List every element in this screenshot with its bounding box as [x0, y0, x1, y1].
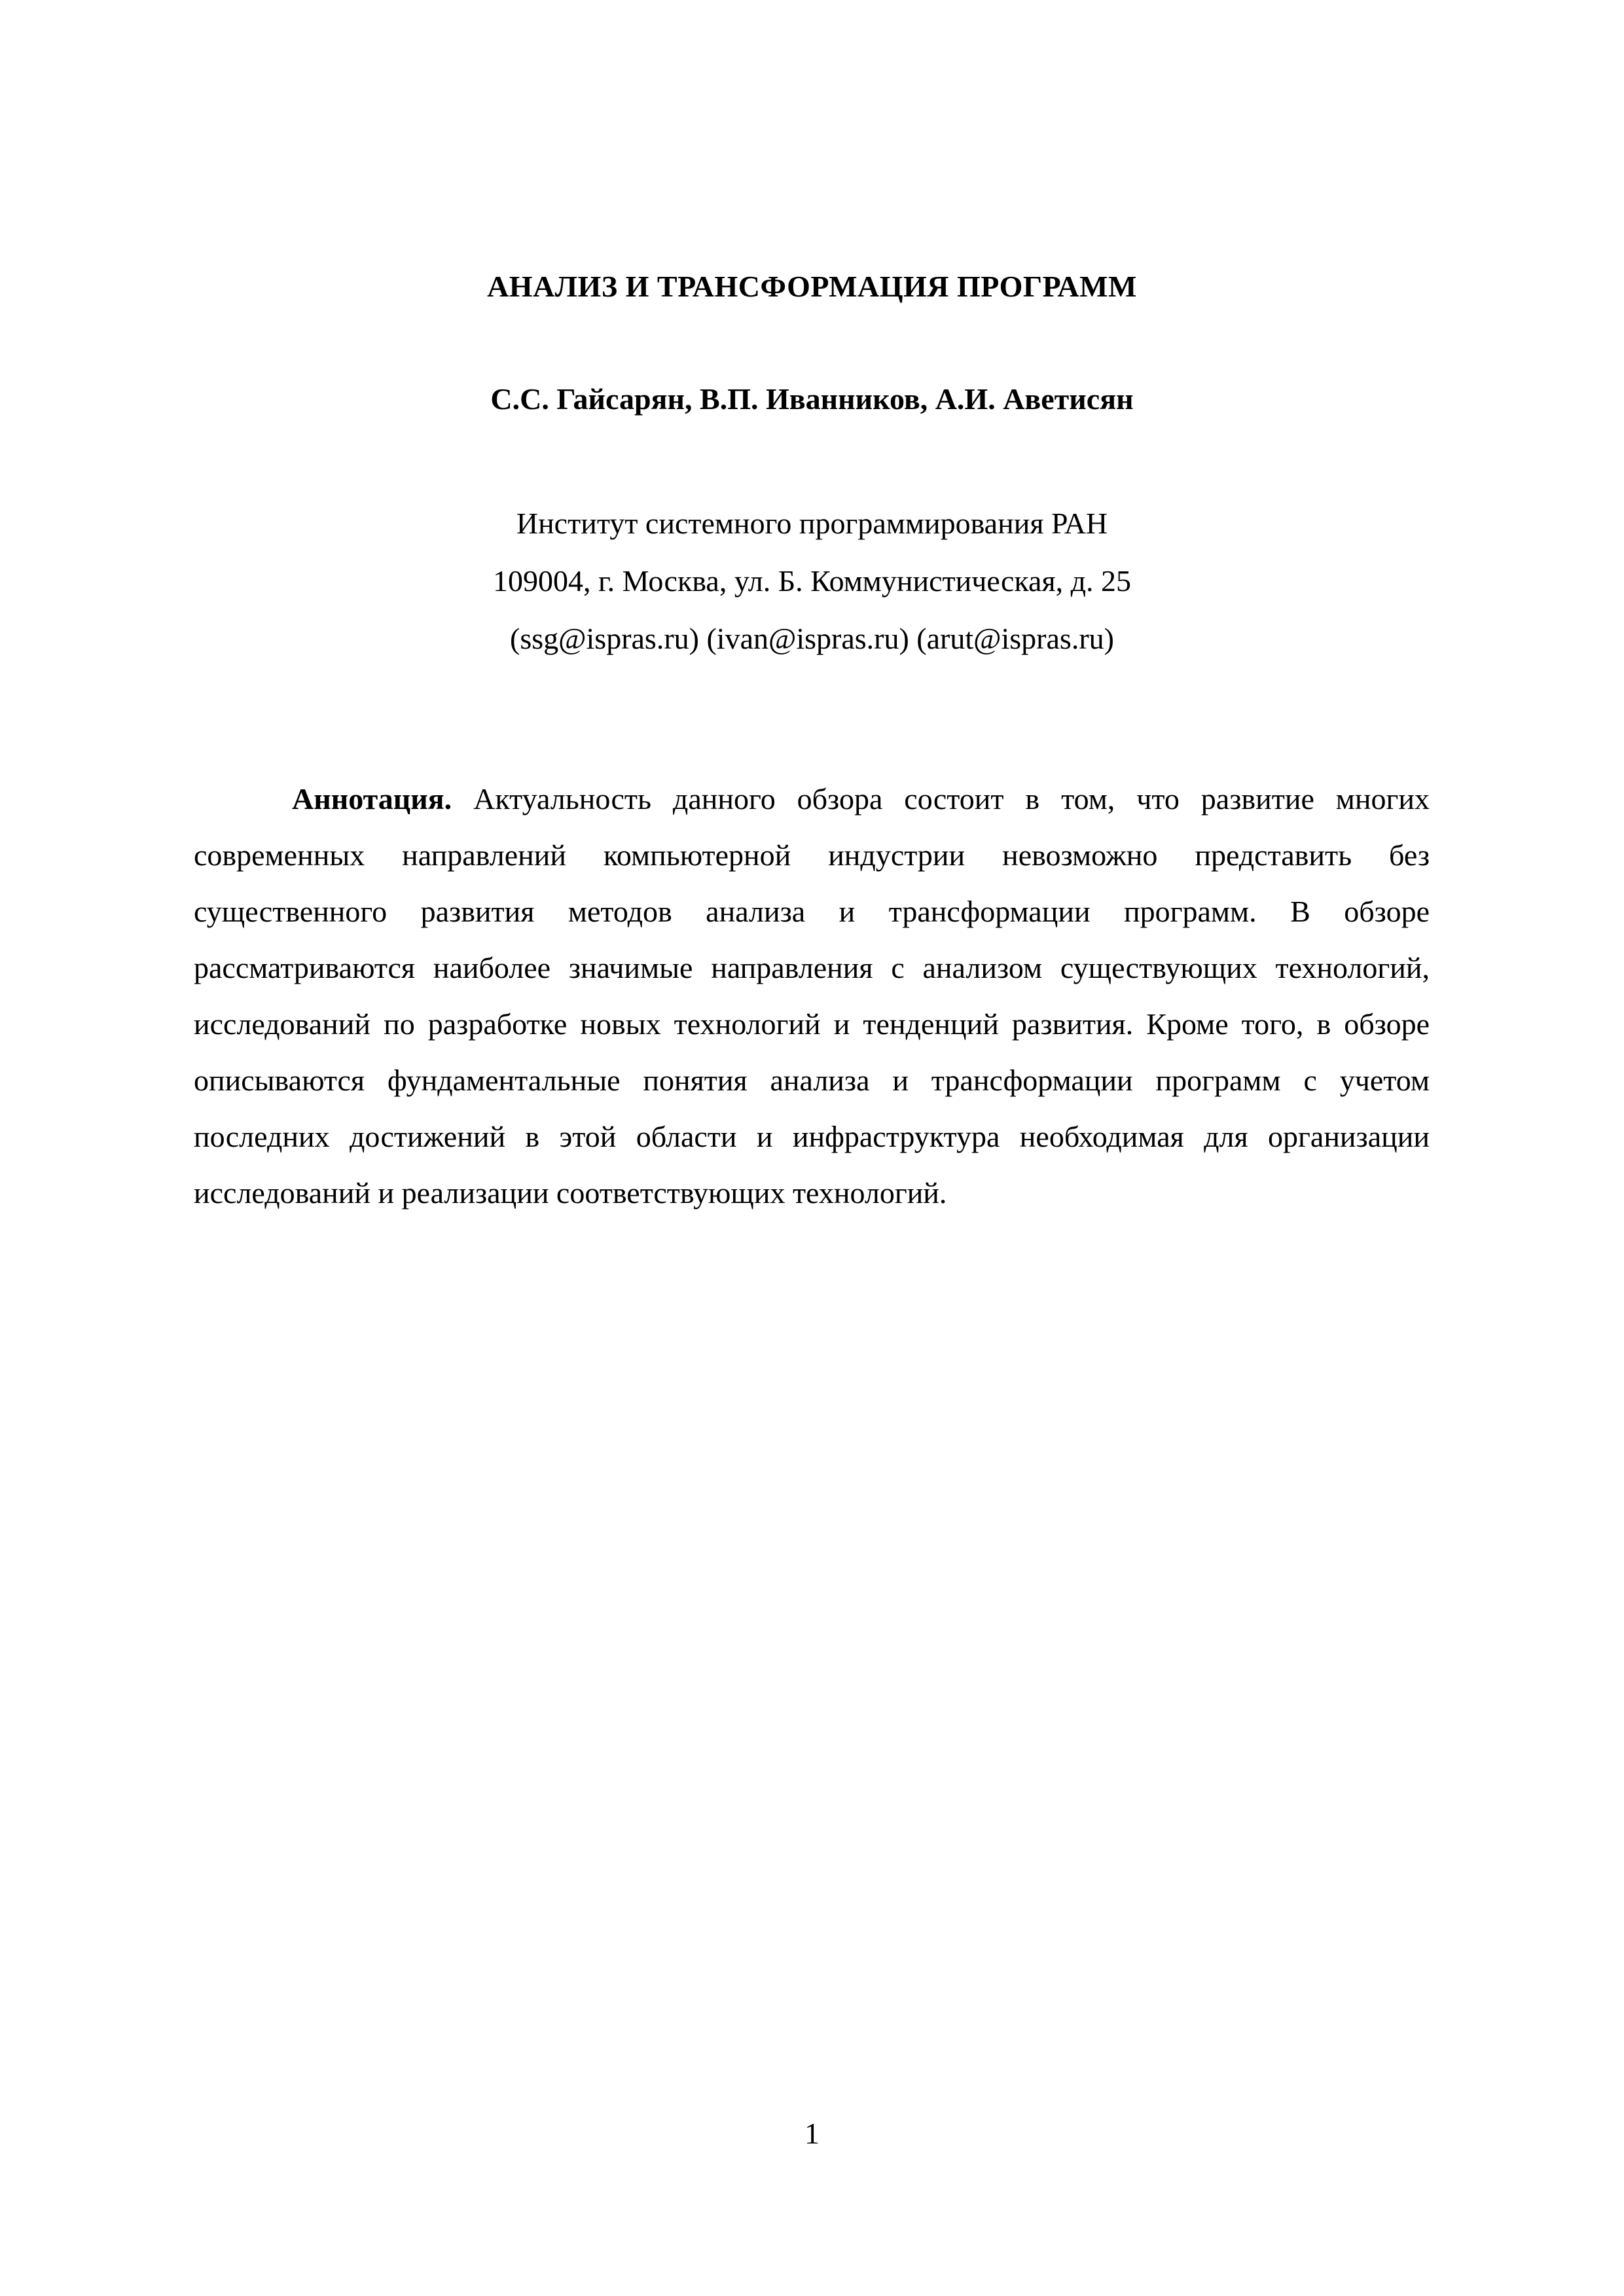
page-number: 1	[804, 2117, 820, 2150]
institute-name: Институт системного программирования РАН	[516, 507, 1108, 540]
abstract-paragraph	[194, 771, 1430, 1221]
institute-address: 109004, г. Москва, ул. Б. Коммунистическая, д. 25	[492, 564, 1132, 598]
abstract-text: Актуальность данного обзора состоит в том, что развитие многих современных направлений компьютерной индустрии невозможно представить без существенного развития методов анализа и трансформации программ. В обзоре рассматриваются наиболее значимые направления с анализом существующих технологий, исследований по разработке новых технологий и тенденций развития. Кроме того, в обзоре описываются фундаментальные понятия анализа и трансформации программ с учетом последних достижений в этой области и инфраструктура необходимая для организации исследований и реализации соответствующих технологий.	[194, 782, 1430, 1210]
author-emails: (ssg@ispras.ru) (ivan@ispras.ru) (arut@ispras.ru)	[510, 622, 1114, 655]
paper-title: АНАЛИЗ И ТРАНСФОРМАЦИЯ ПРОГРАММ	[487, 270, 1137, 303]
paper-authors: С.С. Гайсарян, В.П. Иванников, А.И. Аветисян	[490, 382, 1134, 416]
affiliation-block	[0, 495, 1624, 668]
abstract-label: Аннотация.	[292, 782, 452, 816]
